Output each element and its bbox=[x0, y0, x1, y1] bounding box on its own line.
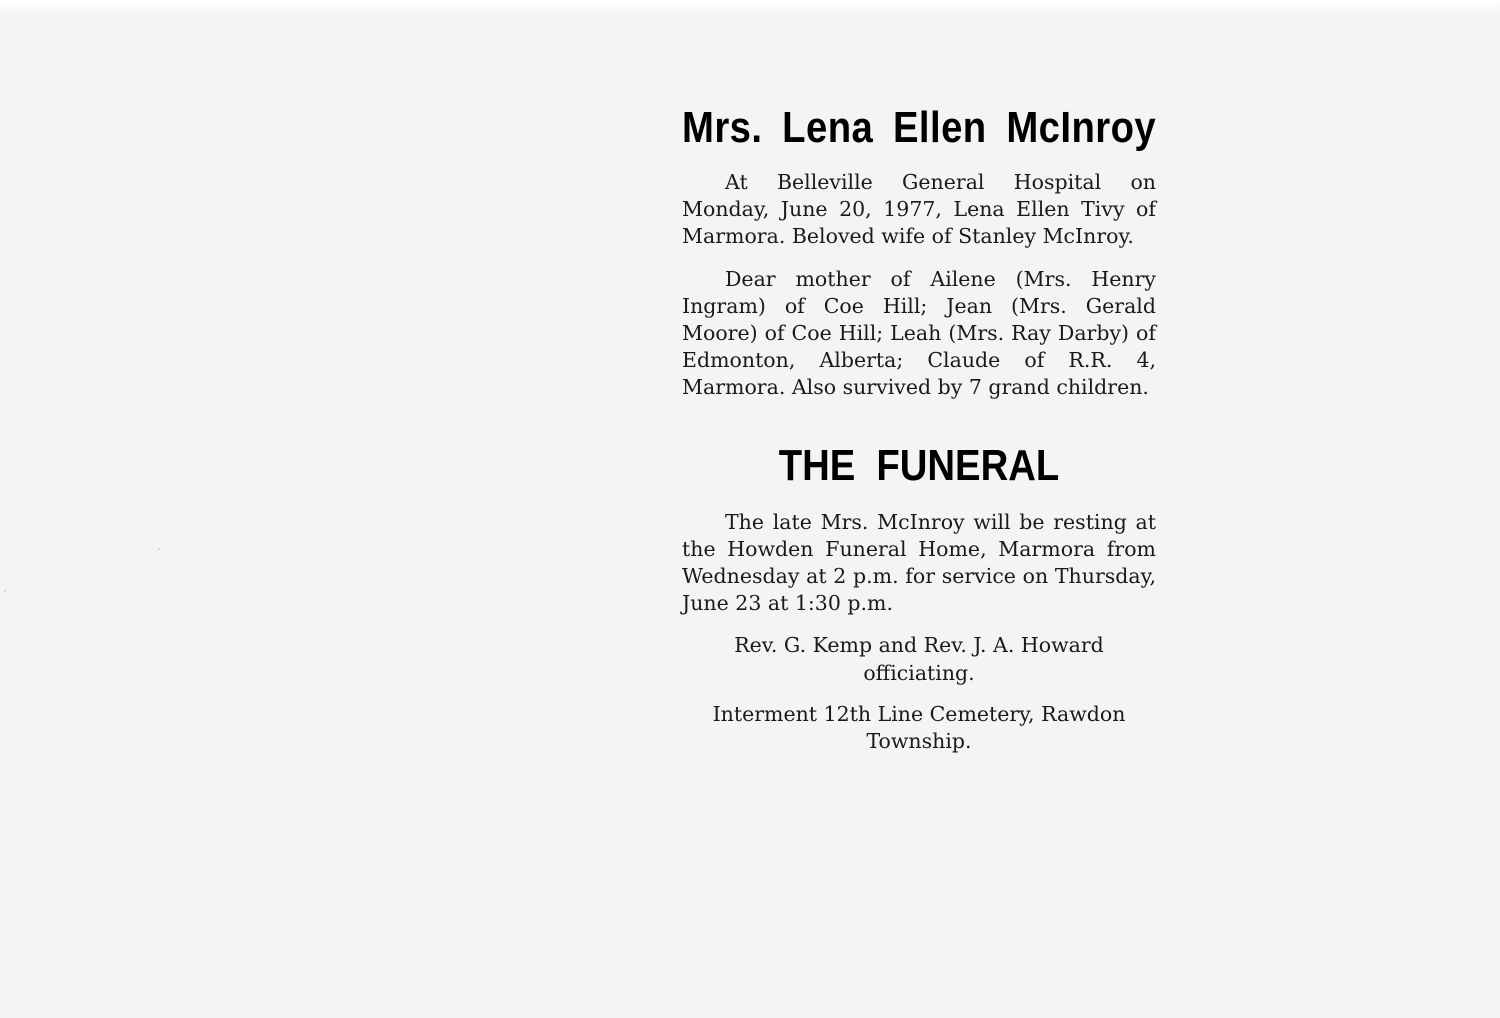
death-notice-paragraph: At Belleville General Hospital on Monday, June 20, 1977, Lena Ellen Tivy of Marmora. Beloved wife of Stanley McInroy. bbox=[682, 170, 1156, 249]
scan-speck bbox=[158, 548, 160, 550]
funeral-heading: THE FUNERAL bbox=[778, 440, 1060, 490]
officiants-paragraph: Rev. G. Kemp and Rev. J. A. Howard officiating. bbox=[734, 633, 1104, 685]
survivors-paragraph: Dear mother of Ailene (Mrs. Henry Ingram) of Coe Hill; Jean (Mrs. Gerald Moore) of Coe Hill; Leah (Mrs. Ray Darby) of Edmonton, Alberta; Claude of R.R. 4, Marmora. Also survived by 7 grand children. bbox=[682, 266, 1156, 400]
scan-top-edge bbox=[0, 0, 1500, 18]
obituary-clipping bbox=[682, 100, 1156, 755]
interment-paragraph: Interment 12th Line Cemetery, Rawdon Township. bbox=[712, 701, 1126, 754]
funeral-details-paragraph: The late Mrs. McInroy will be resting at the Howden Funeral Home, Marmora from Wednesday at 2 p.m. for service on Thursday, June 23 at 1:30 p.m. bbox=[682, 509, 1156, 616]
obituary-title: Mrs. Lena Ellen McInroy bbox=[682, 103, 1157, 152]
scan-speck bbox=[4, 590, 6, 592]
